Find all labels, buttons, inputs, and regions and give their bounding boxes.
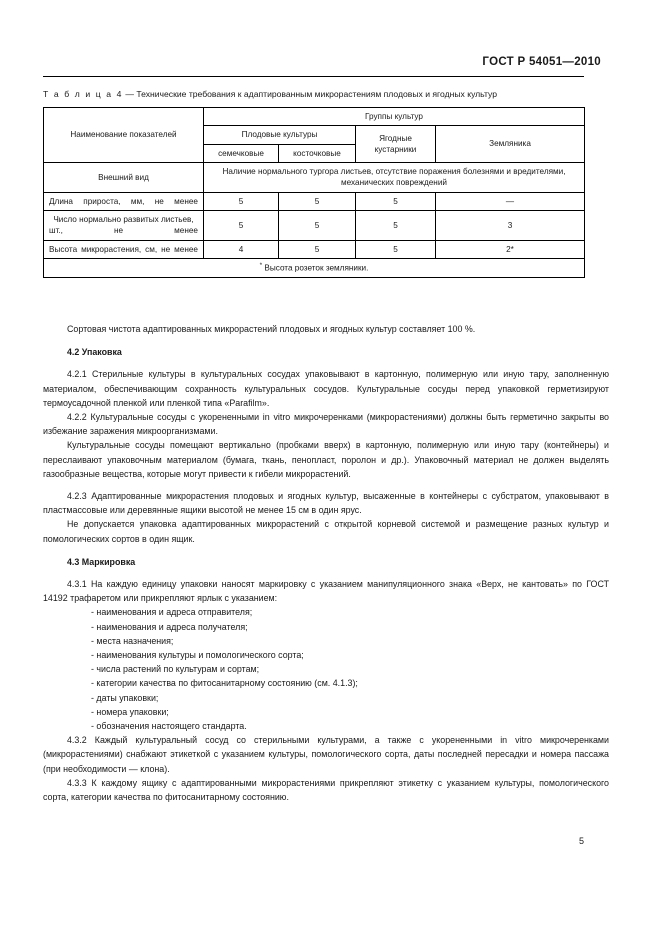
row-value-seed-fruit: 5 <box>204 192 279 210</box>
table-header-strawberry: Земляника <box>436 126 585 163</box>
row-value-strawberry: — <box>436 192 585 210</box>
header-divider <box>43 76 584 77</box>
paragraph-4-2-2b: Культуральные сосуды помещают вертикально (пробками вверх) в картонную, полимерную или иную тару (контейнеры) и переслаивают упаковочным материалом (бумага, ткань, пенопласт, поролон и др.). Упаковочный материал не должен выделять газообразные вещества, которые могут привести к гибели микрорастений. <box>43 440 609 479</box>
marking-requirements-list <box>43 605 609 733</box>
row-value-strawberry: 2* <box>436 240 585 258</box>
list-item: - номера упаковки; <box>91 706 169 717</box>
paragraph-purity: Сортовая чистота адаптированных микрорастений плодовых и ягодных культур составляет 100 %. <box>67 324 476 334</box>
row-indicator: Длина прироста, мм, не менее <box>44 192 204 210</box>
table-caption <box>43 89 603 99</box>
row-value-berry-shrubs: 5 <box>356 192 436 210</box>
requirements-table <box>43 107 585 278</box>
table-row <box>44 162 585 192</box>
paragraph-4-2-1: 4.2.1 Стерильные культуры в культуральных сосудах упаковывают в картонную, полимерную или иную тару, заполненную материалом, обеспечивающим сохранность культуральных сосудов. Культуральные сосуды перед упаковкой герметизируют термоусадочной пленкой или пленкой типа «Parafilm». <box>43 369 609 408</box>
row-value-stone-fruit: 5 <box>279 240 356 258</box>
list-item: - наименования и адреса отправителя; <box>91 607 253 618</box>
standard-header: ГОСТ Р 54051—2010 <box>482 56 601 68</box>
table-header-stone-fruit: косточковые <box>279 144 356 162</box>
paragraph-4-3-2: 4.3.2 Каждый культуральный сосуд со стерильными культурами, а также с укорененными in vitro микрочеренками (микрорастениями) снабжают этикеткой с указанием культуры, помологического сорта, даты последней пересадки и номера пассажа (при необходимости — клона). <box>43 735 609 774</box>
footnote-text: Высота розеток земляники. <box>264 263 369 273</box>
row-value-seed-fruit: 4 <box>204 240 279 258</box>
table-header-group-span: Группы культур <box>204 108 585 126</box>
row-merged-value: Наличие нормального тургора листьев, отсутствие поражения болезнями и вредителями, механических повреждений <box>204 162 585 192</box>
document-body <box>43 322 609 804</box>
row-indicator: Внешний вид <box>44 162 204 192</box>
table-header-berry-shrubs: Ягодные кустарники <box>356 126 436 163</box>
table-header-fruit-crops: Плодовые культуры <box>204 126 356 144</box>
row-value-seed-fruit: 5 <box>204 210 279 240</box>
row-value-berry-shrubs: 5 <box>356 210 436 240</box>
spacer <box>43 569 609 577</box>
section-heading-4-2: 4.2 Упаковка <box>67 347 122 358</box>
list-item: - даты упаковки; <box>91 692 159 703</box>
list-item: - места назначения; <box>91 635 174 646</box>
table-caption-prefix: Т а б л и ц а 4 <box>43 89 123 99</box>
row-value-stone-fruit: 5 <box>279 210 356 240</box>
row-indicator: Число нормально развитых листьев, шт., не менее <box>44 210 204 240</box>
paragraph-4-2-3: 4.2.3 Адаптированные микрорастения плодовых и ягодных культур, высаженные в контейнеры с субстратом, упаковывают в пластмассовые или деревянные ящики высотой не менее 15 см в один ярус. <box>43 491 609 516</box>
table-header-indicator: Наименование показателей <box>44 108 204 163</box>
table-header-row-1 <box>44 108 585 126</box>
footnote-marker: * <box>259 261 263 269</box>
list-item: - наименования культуры и помологического сорта; <box>91 650 304 661</box>
paragraph-4-3-3: 4.3.3 К каждому ящику с адаптированными микрорастениями прикрепляют этикетку с указанием культуры, помологического сорта, категории качества по фитосанитарному состоянию. <box>43 777 609 803</box>
paragraph-4-2-3b: Не допускается упаковка адаптированных микрорастений с открытой корневой системой и размещение разных культур и помологических сортов в один ящик. <box>43 519 609 544</box>
list-item: - наименования и адреса получателя; <box>91 621 248 632</box>
row-indicator: Высота микрорастения, см, не менее <box>44 240 204 258</box>
row-value-berry-shrubs: 5 <box>356 240 436 258</box>
table-row <box>44 192 585 210</box>
row-value-strawberry: 3 <box>436 210 585 240</box>
paragraph-4-2-2: 4.2.2 Культуральные сосуды с укорененными in vitro микрочеренками (микрорастениями) должны быть герметично закрыты во избежание заражения микроорганизмами. <box>43 412 609 437</box>
table-caption-text: — Технические требования к адаптированным микрорастениям плодовых и ягодных культур <box>122 89 498 99</box>
table-row <box>44 210 585 240</box>
table-header-seed-fruit: семечковые <box>204 144 279 162</box>
table-footnote <box>44 258 585 277</box>
table-footnote-row <box>44 258 585 277</box>
spacer <box>43 359 609 367</box>
list-item: - категории качества по фитосанитарному состоянию (см. 4.1.3); <box>91 678 358 689</box>
spacer <box>43 336 609 345</box>
section-heading-4-3: 4.3 Маркировка <box>67 556 136 567</box>
spacer <box>43 481 609 489</box>
requirements-table-wrapper <box>43 107 584 278</box>
spacer <box>43 546 609 555</box>
paragraph-4-3-1: 4.3.1 На каждую единицу упаковки наносят маркировку с указанием манипуляционного знака «Верх, не кантовать» по ГОСТ 14192 трафаретом или прикрепляют ярлык с указанием: <box>43 579 609 604</box>
page-number: 5 <box>579 836 585 846</box>
table-row <box>44 240 585 258</box>
list-item: - обозначения настоящего стандарта. <box>91 721 247 732</box>
row-value-stone-fruit: 5 <box>279 192 356 210</box>
list-item: - числа растений по культурам и сортам; <box>91 664 260 675</box>
